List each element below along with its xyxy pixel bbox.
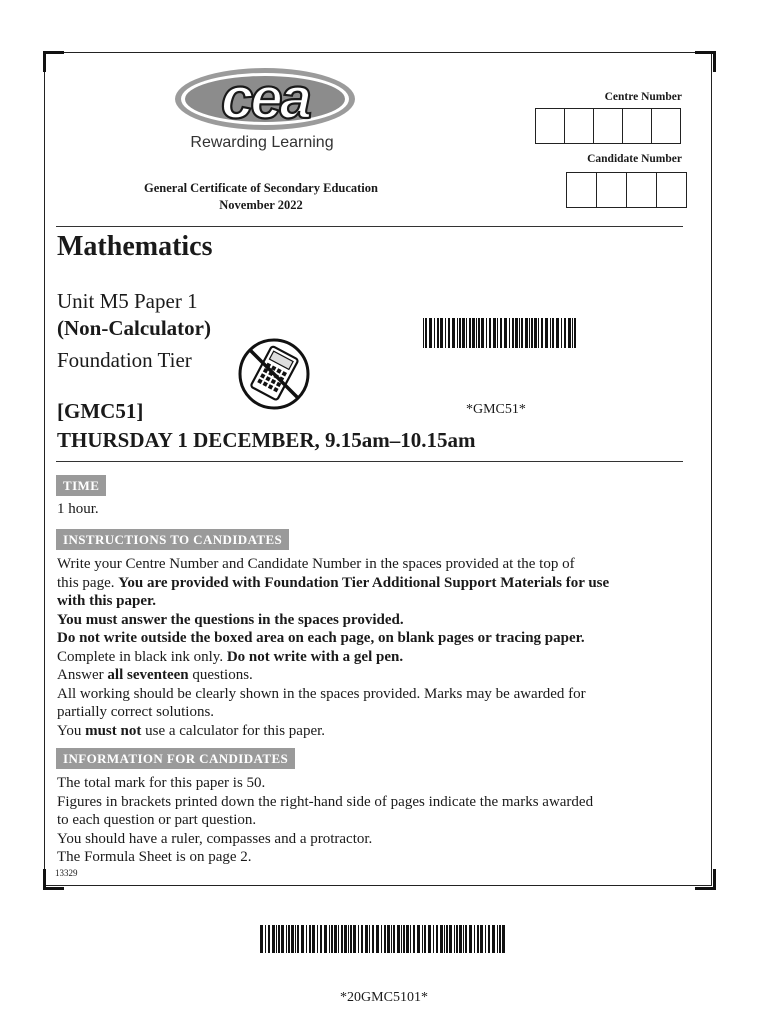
barcode-bar xyxy=(381,925,382,953)
instruction-line xyxy=(57,629,687,648)
barcode-bar xyxy=(512,318,514,348)
barcode-bar xyxy=(281,925,284,953)
barcode-bar xyxy=(572,318,573,348)
barcode-bar xyxy=(436,925,438,953)
instruction-text: questions. xyxy=(188,667,253,683)
barcode-bar xyxy=(550,318,551,348)
barcode-bar xyxy=(481,318,484,348)
barcode-bar xyxy=(278,925,280,953)
unit-title: Unit M5 Paper 1 xyxy=(57,289,198,313)
barcode-bar xyxy=(488,925,490,953)
instruction-text: You xyxy=(57,722,86,739)
barcode-bar xyxy=(376,925,379,953)
crop-mark-top-left xyxy=(43,51,64,72)
barcode-bar xyxy=(286,925,287,953)
information-text xyxy=(57,774,687,867)
barcode-bar xyxy=(499,925,501,953)
barcode-bar xyxy=(477,925,479,953)
barcode-bar xyxy=(440,925,443,953)
tier-title: Foundation Tier xyxy=(57,348,192,372)
barcode-bar xyxy=(429,318,432,348)
instruction-emphasis: Do not write outside the boxed area on each page, on blank pages or tracing paper. xyxy=(57,630,585,646)
centre-number-box[interactable] xyxy=(564,108,594,144)
barcode-bar xyxy=(497,318,498,348)
barcode-bar xyxy=(406,925,409,953)
barcode-bar xyxy=(459,318,461,348)
barcode-bar xyxy=(331,925,333,953)
barcode-bar xyxy=(324,925,327,953)
barcode-bar xyxy=(489,318,491,348)
barcode-bar xyxy=(457,318,458,348)
instruction-text: Complete in black ink only. xyxy=(57,648,227,665)
instruction-emphasis: with this paper. xyxy=(57,593,157,609)
qualification-title: General Certificate of Secondary Education xyxy=(144,181,378,195)
instruction-line xyxy=(57,592,687,611)
barcode-bar xyxy=(480,925,483,953)
barcode-bar xyxy=(574,318,576,348)
instructions-text xyxy=(57,555,687,740)
barcode-bar xyxy=(556,318,559,348)
centre-number-box[interactable] xyxy=(622,108,652,144)
barcode-bar xyxy=(353,925,356,953)
centre-number-box[interactable] xyxy=(593,108,623,144)
barcode-bar xyxy=(403,925,405,953)
candidate-number-label: Candidate Number xyxy=(587,153,682,165)
barcode-bar xyxy=(417,925,420,953)
exam-date-time: THURSDAY 1 DECEMBER, 9.15am–10.15am xyxy=(57,428,476,452)
qualification-header xyxy=(100,180,422,214)
barcode-bar xyxy=(320,925,322,953)
barcode-bar xyxy=(444,925,445,953)
instruction-emphasis: You are provided with Foundation Tier Additional Support Materials for use xyxy=(118,574,610,591)
barcode-bar xyxy=(306,925,307,953)
instruction-line xyxy=(57,666,687,685)
barcode-bar xyxy=(502,925,505,953)
centre-number-box[interactable] xyxy=(651,108,681,144)
barcode-bar xyxy=(387,925,390,953)
barcode-bar xyxy=(393,925,395,953)
barcode-bar xyxy=(397,925,400,953)
instruction-emphasis: must not xyxy=(85,722,142,739)
instruction-emphasis: You must answer the questions in the spaces provided. xyxy=(57,611,404,628)
barcode-bar xyxy=(437,318,439,348)
candidate-number-box[interactable] xyxy=(596,172,627,208)
barcode-bar xyxy=(428,925,431,953)
barcode-bar xyxy=(529,318,530,348)
instruction-text: this page. xyxy=(57,574,119,591)
barcode-bar xyxy=(497,925,498,953)
crop-mark-bottom-right xyxy=(695,869,716,890)
barcode-bar xyxy=(531,318,533,348)
instruction-line xyxy=(57,611,687,630)
barcode-bar xyxy=(384,925,386,953)
instruction-emphasis: all seventeen xyxy=(107,667,189,683)
calculator-note: (Non-Calculator) xyxy=(57,316,211,340)
barcode-bar xyxy=(372,925,374,953)
barcode-bar xyxy=(361,925,363,953)
centre-number-box[interactable] xyxy=(535,108,565,144)
barcode-bar xyxy=(309,925,311,953)
barcode-bar xyxy=(423,318,424,348)
barcode-bar xyxy=(561,318,562,348)
barcode-bar xyxy=(521,318,523,348)
barcode-bar xyxy=(358,925,359,953)
barcode-bar xyxy=(272,925,275,953)
barcode-bar xyxy=(446,925,448,953)
barcode-bar xyxy=(552,318,554,348)
barcode-bar xyxy=(454,925,455,953)
barcode-bar xyxy=(448,318,450,348)
footer-barcode-text: *20GMC5101* xyxy=(340,990,428,1005)
crop-mark-top-right xyxy=(695,51,716,72)
instruction-emphasis: Do not write with a gel pen. xyxy=(226,648,404,665)
barcode-bar xyxy=(519,318,520,348)
instruction-line: partially correct solutions. xyxy=(57,704,215,720)
barcode-bar xyxy=(568,318,571,348)
barcode-bar xyxy=(445,318,446,348)
barcode-bar xyxy=(317,925,318,953)
logo-tagline: Rewarding Learning xyxy=(190,134,334,151)
information-heading: INFORMATION FOR CANDIDATES xyxy=(56,748,295,769)
paper-barcode xyxy=(423,318,579,348)
instruction-line xyxy=(57,574,687,593)
barcode-bar xyxy=(344,925,347,953)
barcode-bar xyxy=(369,925,370,953)
barcode-bar xyxy=(413,925,415,953)
information-line: to each question or part question. xyxy=(57,812,257,828)
centre-number-boxes[interactable] xyxy=(536,108,681,144)
barcode-bar xyxy=(297,925,299,953)
instruction-line: Write your Centre Number and Candidate Number in the spaces provided at the top of xyxy=(57,556,575,572)
barcode-bar xyxy=(312,925,315,953)
barcode-bar xyxy=(276,925,277,953)
barcode-bar xyxy=(265,925,266,953)
barcode-bar xyxy=(365,925,368,953)
barcode-bar xyxy=(456,925,458,953)
barcode-bar xyxy=(295,925,296,953)
candidate-number-boxes[interactable] xyxy=(567,172,687,208)
information-line: You should have a ruler, compasses and a protractor. xyxy=(57,830,373,847)
paper-barcode-text: *GMC51* xyxy=(466,402,526,417)
no-calculator-icon xyxy=(237,337,311,411)
barcode-bar xyxy=(433,925,434,953)
barcode-bar xyxy=(425,318,427,348)
barcode-bar xyxy=(486,318,487,348)
exam-series: November 2022 xyxy=(219,198,303,212)
barcode-bar xyxy=(440,318,443,348)
barcode-bar xyxy=(545,318,548,348)
barcode-bar xyxy=(459,925,462,953)
barcode-bar xyxy=(329,925,330,953)
barcode-bar xyxy=(452,318,455,348)
barcode-bar xyxy=(410,925,411,953)
barcode-bar xyxy=(564,318,566,348)
subject-title: Mathematics xyxy=(57,231,213,262)
barcode-bar xyxy=(509,318,510,348)
barcode-bar xyxy=(434,318,435,348)
barcode-bar xyxy=(422,925,423,953)
barcode-bar xyxy=(334,925,337,953)
barcode-bar xyxy=(449,925,452,953)
instruction-line xyxy=(57,648,687,667)
instruction-text: Answer xyxy=(57,667,108,683)
barcode-bar xyxy=(288,925,290,953)
logo-text: cea xyxy=(221,66,309,131)
footer-barcode xyxy=(260,925,506,953)
barcode-bar xyxy=(525,318,528,348)
time-value: 1 hour. xyxy=(57,501,99,517)
barcode-bar xyxy=(492,925,495,953)
information-line: Figures in brackets printed down the right-hand side of pages indicate the marks awarded xyxy=(57,793,594,810)
centre-number-label: Centre Number xyxy=(604,91,682,103)
instruction-text: use a calculator for this paper. xyxy=(141,722,326,739)
document-code: 13329 xyxy=(55,868,78,878)
barcode-bar xyxy=(424,925,426,953)
barcode-bar xyxy=(291,925,294,953)
barcode-bar xyxy=(478,318,480,348)
instructions-heading: INSTRUCTIONS TO CANDIDATES xyxy=(56,529,289,550)
barcode-bar xyxy=(472,318,475,348)
barcode-bar xyxy=(541,318,543,348)
barcode-bar xyxy=(466,318,467,348)
barcode-bar xyxy=(462,318,465,348)
barcode-bar xyxy=(348,925,349,953)
barcode-bar xyxy=(500,318,502,348)
barcode-bar xyxy=(534,318,537,348)
barcode-bar xyxy=(268,925,270,953)
barcode-bar xyxy=(515,318,518,348)
candidate-number-box[interactable] xyxy=(656,172,687,208)
instruction-line: All working should be clearly shown in the spaces provided. Marks may be awarded for xyxy=(57,685,586,702)
barcode-bar xyxy=(350,925,352,953)
barcode-bar xyxy=(504,318,507,348)
barcode-bar xyxy=(538,318,539,348)
divider xyxy=(56,226,683,227)
barcode-bar xyxy=(465,925,467,953)
barcode-bar xyxy=(401,925,402,953)
barcode-bar xyxy=(476,318,477,348)
barcode-bar xyxy=(493,318,496,348)
barcode-bar xyxy=(260,925,263,953)
time-heading: TIME xyxy=(56,475,106,496)
barcode-bar xyxy=(301,925,304,953)
barcode-bar xyxy=(463,925,464,953)
information-line: The total mark for this paper is 50. xyxy=(57,775,266,791)
cea-logo xyxy=(172,66,358,132)
paper-code: [GMC51] xyxy=(57,399,144,423)
barcode-bar xyxy=(485,925,486,953)
candidate-number-box[interactable] xyxy=(566,172,597,208)
information-line: The Formula Sheet is on page 2. xyxy=(57,849,252,865)
barcode-bar xyxy=(341,925,343,953)
candidate-number-box[interactable] xyxy=(626,172,657,208)
instruction-line xyxy=(57,722,687,741)
barcode-bar xyxy=(469,925,472,953)
divider xyxy=(56,461,683,462)
barcode-bar xyxy=(338,925,339,953)
barcode-bar xyxy=(469,318,471,348)
barcode-bar xyxy=(391,925,392,953)
barcode-bar xyxy=(474,925,475,953)
